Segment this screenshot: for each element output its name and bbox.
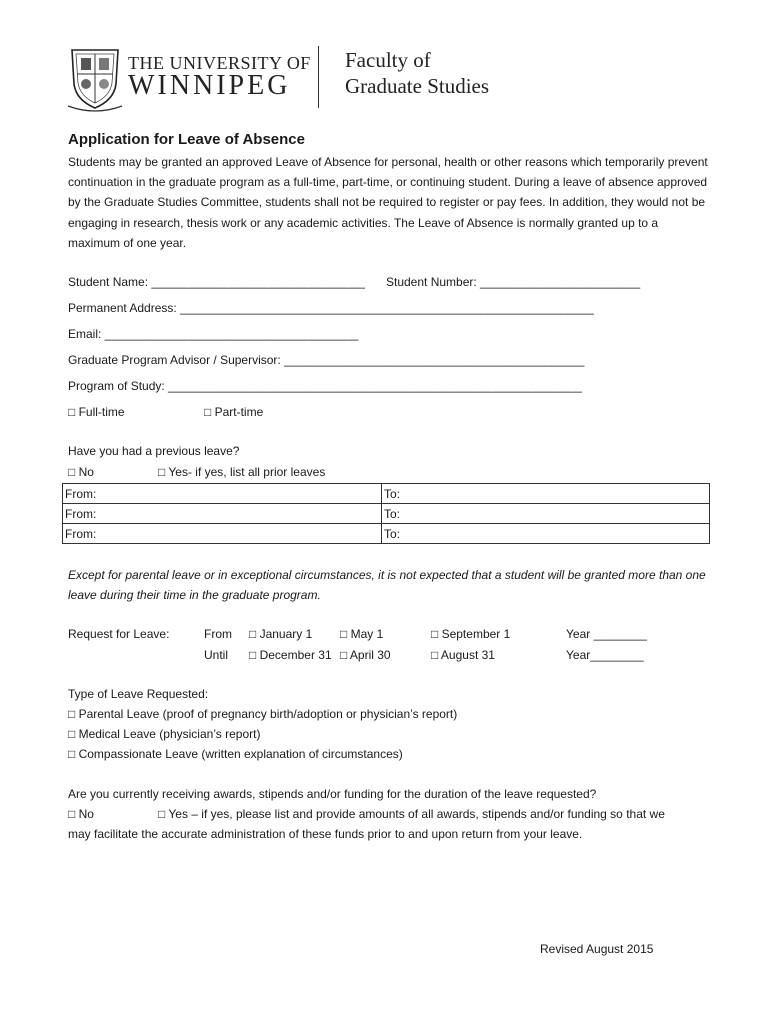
leave-type-heading: Type of Leave Requested: — [68, 687, 209, 701]
funding-no-checkbox[interactable]: □ No — [68, 807, 94, 821]
permanent-address-field[interactable]: Permanent Address: ______________________________________________________________ — [68, 301, 594, 315]
previous-leave-question: Have you had a previous leave? — [68, 444, 240, 458]
until-year-field[interactable]: Year________ — [566, 648, 644, 662]
to-cell[interactable]: To: — [382, 504, 710, 524]
student-number-field[interactable]: Student Number: ________________________ — [386, 275, 641, 289]
from-year-field[interactable]: Year ________ — [566, 627, 647, 641]
header-divider — [318, 46, 319, 108]
program-field[interactable]: Program of Study: ______________________________________________________________ — [68, 379, 582, 393]
from-january-checkbox[interactable]: □ January 1 — [249, 627, 313, 641]
from-cell[interactable]: From: — [63, 504, 382, 524]
from-september-checkbox[interactable]: □ September 1 — [431, 627, 511, 641]
table-row — [63, 484, 710, 504]
previous-leave-yes-checkbox[interactable]: □ Yes- if yes, list all prior leaves — [158, 465, 326, 479]
parental-leave-note: Except for parental leave or in exceptional circumstances, it is not expected that a student will be granted more than one leave during their time in the graduate program. — [68, 568, 706, 603]
compassionate-leave-checkbox[interactable]: □ Compassionate Leave (written explanation of circumstances) — [68, 747, 403, 761]
faculty-line2: Graduate Studies — [345, 74, 490, 98]
advisor-field[interactable]: Graduate Program Advisor / Supervisor: _____________________________________________ — [68, 353, 585, 367]
medical-leave-checkbox[interactable]: □ Medical Leave (physician’s report) — [68, 727, 261, 741]
to-cell[interactable]: To: — [382, 484, 710, 504]
funding-continuation: may facilitate the accurate administration of these funds prior to and upon return from your leave. — [68, 827, 583, 841]
until-august-checkbox[interactable]: □ August 31 — [431, 648, 495, 662]
university-name-line2: WINNIPEG — [128, 70, 291, 101]
until-december-checkbox[interactable]: □ December 31 — [249, 648, 332, 662]
email-field[interactable]: Email: ______________________________________ — [68, 327, 359, 341]
faculty-line1: Faculty of — [345, 48, 431, 72]
from-may-checkbox[interactable]: □ May 1 — [340, 627, 384, 641]
intro-paragraph: Students may be granted an approved Leave of Absence for personal, health or other reasons which temporarily prevent continuation in the graduate program as a full-time, part-time, or continuing student. During a leave of absence approved by the Graduate Studies Committee, students shall not be required to register or pay fees. In addition, they would not be engaging in research, thesis work or any academic activities. The Leave of Absence is normally granted up to a maximum of one year. — [68, 155, 708, 250]
page-title: Application for Leave of Absence — [68, 131, 305, 148]
funding-yes-checkbox[interactable]: □ Yes – if yes, please list and provide amounts of all awards, stipends and/or funding so that we — [158, 807, 665, 821]
previous-leave-no-checkbox[interactable]: □ No — [68, 465, 94, 479]
from-cell[interactable]: From: — [63, 524, 382, 544]
funding-question: Are you currently receiving awards, stipends and/or funding for the duration of the leave requested? — [68, 787, 597, 801]
until-april-checkbox[interactable]: □ April 30 — [340, 648, 391, 662]
table-row — [63, 504, 710, 524]
student-name-field[interactable]: Student Name: ________________________________ — [68, 275, 365, 289]
university-name-line1: THE UNIVERSITY OF — [128, 53, 311, 73]
from-label: From — [204, 627, 232, 641]
from-cell[interactable]: From: — [63, 484, 382, 504]
table-row — [63, 524, 710, 544]
to-cell[interactable]: To: — [382, 524, 710, 544]
full-time-checkbox[interactable]: □ Full-time — [68, 405, 125, 419]
revision-date: Revised August 2015 — [540, 942, 654, 956]
request-label: Request for Leave: — [68, 627, 170, 641]
previous-leaves-table — [62, 483, 710, 544]
until-label: Until — [204, 648, 229, 662]
university-crest — [66, 46, 124, 112]
part-time-checkbox[interactable]: □ Part-time — [204, 405, 264, 419]
parental-leave-checkbox[interactable]: □ Parental Leave (proof of pregnancy birth/adoption or physician’s report) — [68, 707, 458, 721]
